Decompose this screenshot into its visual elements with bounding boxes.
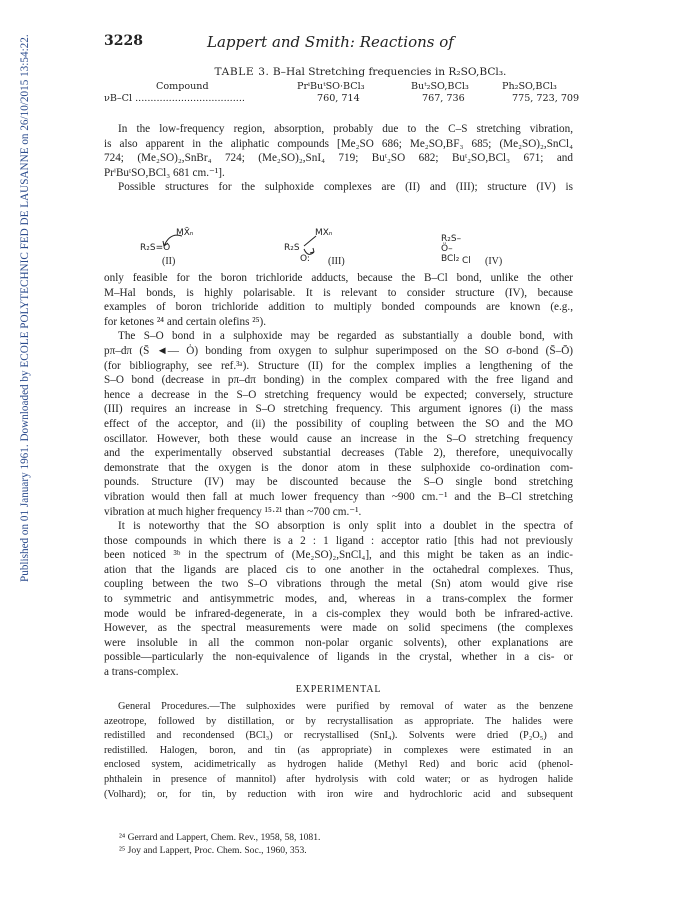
table-header-compound: Compound bbox=[156, 81, 209, 92]
text-line: is also apparent in the aliphatic compounds [Me₂SO 686; Me₂SO,BF₃ 685; (Me₂SO)₂,SnCl₄ bbox=[104, 137, 573, 150]
text-line: azeotrope, followed by distillation, or by recrystallisation as appropriate. The halides were bbox=[104, 715, 573, 727]
structure-ii-metal: MX̄ₙ bbox=[176, 228, 194, 238]
text-line: S–O bond (decrease in pπ–dπ bonding) in the complex compared with the free ligand and bbox=[104, 374, 573, 387]
text-line: redistilled. Halogen, boron, and tin (as appropriate) in complexes were estimated in an bbox=[104, 744, 573, 756]
experimental-text bbox=[104, 700, 573, 802]
text-line: for ketones ²⁴ and certain olefins ²⁵). bbox=[104, 315, 267, 328]
text-line: 724; (Me₂SO)₂,SnBr₄ 724; (Me₂SO)₂,SnI₄ 719; Buᵗ₂SO 682; Buᵗ₂SO,BCl₃ 671; and bbox=[104, 152, 573, 165]
structure-iii-oxygen: O: bbox=[300, 254, 310, 264]
structure-iv-formula: R₂S–Ö–BCl₂ bbox=[441, 234, 462, 264]
text-line: those compounds in which there is a 2 : 1 ligand : acceptor ratio [this had not previously bbox=[104, 534, 573, 547]
text-line: were insoluble in all the common non-polar organic solvents), other explanations are bbox=[104, 636, 573, 649]
text-line: been noticed ³ᵇ in the spectrum of (Me₂SO)₂,SnCl₄], and this might be taken as an indic- bbox=[104, 549, 573, 562]
running-title: Lappert and Smith: Reactions of bbox=[207, 33, 454, 51]
table-caption bbox=[148, 66, 573, 78]
table-cell: 775, 723, 709 bbox=[512, 93, 580, 104]
text-line: examples of boron trichloride addition to multiply bonded compounds are known (e.g., bbox=[104, 301, 573, 314]
table-row-label: νB–Cl .................................... bbox=[104, 93, 245, 104]
text-line: ation that the ligands are placed cis to one another in the octahedral complexes. Thus, bbox=[104, 563, 573, 576]
text-line: coupling between the two S–O vibrations through the metal (Sn) atom would give rise bbox=[104, 578, 573, 591]
body-text-top bbox=[104, 122, 573, 195]
structure-iv-label: (IV) bbox=[485, 256, 503, 267]
table-header-row bbox=[104, 81, 573, 93]
text-line: (III) requires an increase in S–O stretching frequency. This argument ignores (i) the mass bbox=[104, 403, 573, 416]
structure-iii-formula: R₂S bbox=[284, 243, 300, 253]
text-line: phthalein in presence of mannitol) after hydrolysis with cold water; or as hydrogen halide bbox=[104, 773, 573, 785]
table-cell: 767, 736 bbox=[422, 93, 465, 104]
text-line: demonstrate that the oxygen is the donor atom in these sulphoxide co-ordination com- bbox=[104, 461, 573, 474]
footnote: ²⁵ Joy and Lappert, Proc. Chem. Soc., 1960, 353. bbox=[119, 844, 307, 856]
text-line: (for bibliography, see ref.³ᵃ). Structure (II) for the complex implies a lengthening of the bbox=[104, 359, 573, 372]
text-line: pπ–dπ (S̄ ◄— Ȯ) bonding from oxygen to sulphur superimposed on the SO σ-bond (S̄–Ō) bbox=[104, 344, 573, 357]
text-line: PrⁱBuᵗSO,BCl₃ 681 cm.⁻¹]. bbox=[104, 166, 225, 179]
text-line: It is noteworthy that the SO absorption is only split into a doublet in the spectra of bbox=[118, 520, 573, 533]
footnote: ²⁴ Gerrard and Lappert, Chem. Rev., 1958, 58, 1081. bbox=[119, 832, 321, 843]
download-watermark bbox=[8, 22, 31, 582]
text-line: and the experimentally observed substantial decreases (Table 2), therefore, unequivocally bbox=[104, 447, 573, 460]
text-line: hence a decrease in the S–O stretching frequency would be expected; conversely, structure bbox=[104, 388, 573, 401]
text-line: In the low-frequency region, absorption, probably due to the C–S stretching vibration, bbox=[118, 123, 573, 135]
table-header-col-3: Ph₂SO,BCl₃ bbox=[502, 81, 557, 92]
structure-iv-chlorine: Cl bbox=[462, 256, 471, 266]
text-line: only feasible for the boron trichloride adducts, because the B–Cl bond, unlike the other bbox=[104, 272, 573, 284]
text-line: However, as the spectral measurements were made on solid specimens (the complexes bbox=[104, 622, 573, 635]
text-line: (Volhard); or, for tin, by reduction with iron wire and hydrochloric acid and subsequent bbox=[104, 788, 573, 800]
experimental-heading: EXPERIMENTAL bbox=[295, 684, 382, 695]
text-line: redistilled and recondensed (BCl₃) or recrystallised (SnI₄). Solvents were dried (P₂O₅) and bbox=[104, 730, 573, 742]
table-row bbox=[104, 93, 580, 105]
page-number: 3228 bbox=[104, 33, 143, 49]
text-line: effect of the acceptor, and (ii) the possibility of coupling between the SO and the MO bbox=[104, 417, 573, 430]
structure-diagrams bbox=[104, 228, 573, 268]
structure-ii-label: (II) bbox=[162, 256, 176, 267]
table-3 bbox=[104, 66, 580, 105]
table-label: TABLE 3. bbox=[214, 66, 270, 78]
table-header-col-2: Buᵗ₂SO,BCl₃ bbox=[411, 81, 469, 92]
table-cell: 760, 714 bbox=[317, 93, 360, 104]
text-line: oscillator. However, both these would cause an increase in the S–O stretching frequency bbox=[104, 432, 573, 445]
text-line: to symmetric and antisymmetric modes, and, whereas in a trans-complex the former bbox=[104, 593, 573, 606]
table-header-col-1: PrⁱBuᵗSO·BCl₃ bbox=[297, 81, 365, 92]
text-line: The S–O bond in a sulphoxide may be regarded as substantially a double bond, with bbox=[118, 330, 573, 343]
text-line: mode would be infrared-degenerate, in a cis-complex they would both be infrared-active. bbox=[104, 607, 573, 620]
body-text-middle bbox=[104, 271, 573, 680]
text-line: pounds. Structure (IV) may be discounted because the S–O single bond stretching bbox=[104, 476, 573, 489]
text-line: M–Hal bonds, is highly polarisable. It is relevant to consider structure (IV), because bbox=[104, 286, 573, 299]
text-line: Possible structures for the sulphoxide complexes are (II) and (III); structure (IV) is bbox=[118, 181, 573, 194]
page-header bbox=[104, 33, 574, 53]
text-line: vibration at much higher frequency ¹⁵·²¹ than ~700 cm.⁻¹. bbox=[104, 505, 362, 518]
text-line: enclosed system, acidimetrically as hydrogen halide (Methyl Red) and boric acid (phenol- bbox=[104, 759, 573, 771]
footnotes bbox=[119, 832, 573, 857]
text-line: possible—particularly the non-equivalence of ligands in the crystal, whether in a cis- or bbox=[104, 651, 573, 664]
download-watermark-text: Published on 01 January 1961. Downloaded by ECOLE POLYTECHNIC FED DE LAUSANNE on 26/10/2015 13:54:22. bbox=[19, 34, 31, 582]
structure-iii-label: (III) bbox=[328, 256, 345, 267]
structure-iii bbox=[282, 228, 352, 271]
text-line: vibration would then fall at much lower frequency than ~900 cm.⁻¹ and the B–Cl stretching bbox=[104, 490, 573, 503]
text-line: a trans-complex. bbox=[104, 666, 179, 679]
structure-iii-metal: MXₙ bbox=[315, 228, 333, 238]
table-caption-text: B–Hal Stretching frequencies in R₂SO,BCl₃. bbox=[272, 66, 507, 78]
structure-ii bbox=[140, 228, 210, 271]
text-line: General Procedures.—The sulphoxides were purified by removal of water as the benzene bbox=[118, 701, 573, 712]
structure-ii-formula: R₂S=O bbox=[140, 243, 171, 253]
